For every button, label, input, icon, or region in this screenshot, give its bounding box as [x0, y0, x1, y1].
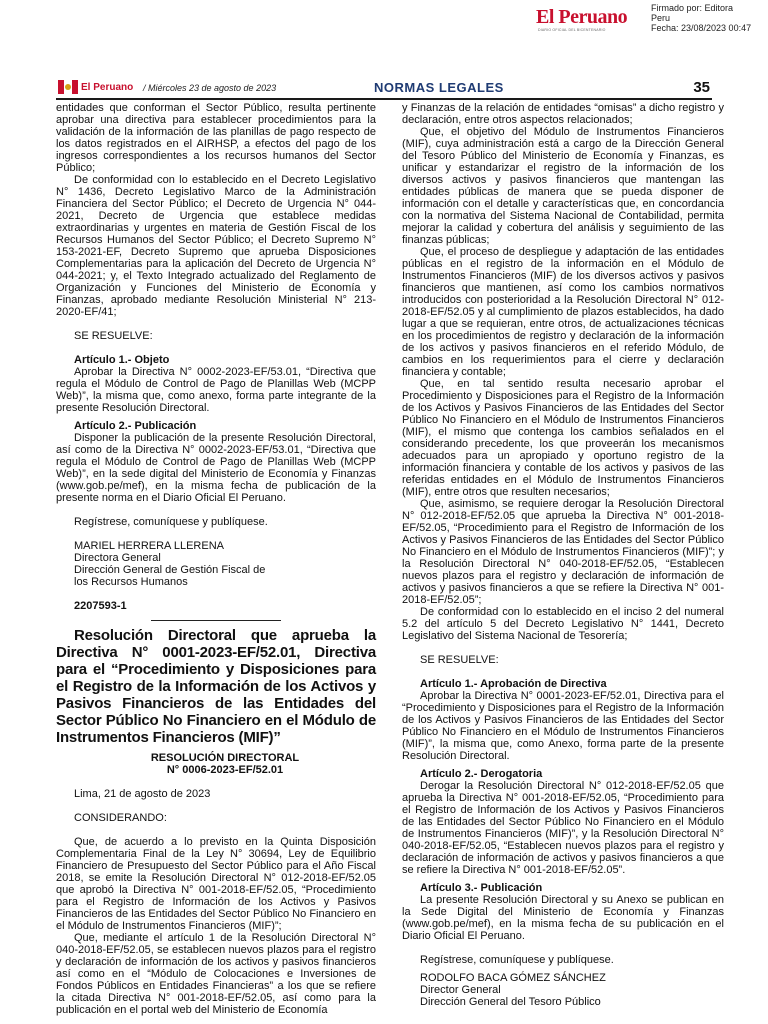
right-article-1-title-text: Artículo 1.- Aprobación de Directiva: [420, 678, 607, 690]
rd-label: RESOLUCIÓN DIRECTORAL: [150, 752, 300, 764]
right-paragraph-4: Que, en tal sentido resulta necesario aprobar el Procedimiento y Disposiciones para el Registro de la Información de los Activos y Pasivos Financieros de las Entidades del Sector Público No Financiero en el Módulo de Instrumentos Financieros (MIF), el mismo que contenga los cambios señalados en el considerando precedente, los que proveerán los mecanismos adecuados para un apropiado y oportuno registro de la información financiera y contable de los activos y pasivos de las referidas entidades en el Módulo de Instrumentos Financieros (MIF), entre otros que resulten necesarios;: [402, 378, 724, 498]
right-paragraph-2: Que, el objetivo del Módulo de Instrumentos Financieros (MIF), cuya administración está a cargo de la Dirección General del Tesoro Público del Ministerio de Economía y Finanzas, es unificar y estandarizar el registro de la información de los diversos activos y pasivos financieros que mantengan las entidades públicas de manera que se pueda disponer de información con el detalle y características que, en concordancia con la normativa del Sistema Nacional de Contabilidad, permita mejorar la calidad y cobertura del análisis y seguimiento de las finanzas públicas;: [402, 126, 724, 246]
se-resuelve-right: SE RESUELVE:: [420, 654, 499, 666]
peru-coat-of-arms-icon: [58, 80, 78, 94]
right-paragraph-3: Que, el proceso de despliegue y adaptación de las entidades públicas en el registro de la información en el Módulo de Instrumentos Financieros (MIF) de los diversos activos y pasivos financieros que mantienen, así como los cambios normativos introducidos con posterioridad a la Resolución Directoral N° 012-2018-EF/52.05 y al cumplimiento de plazos establecidos, ha dado lugar a que se requieran, entre otros, de actualizaciones técnicas en los procedimientos de registro y declaración de la información de los activos y pasivos financieros en el referido Módulo, de cambios en los requerimientos para el cierre y declaración financiera y contable;: [402, 246, 724, 378]
right-article-1-text: Aprobar la Directiva N° 0001-2023-EF/52.01, Directiva para el “Procedimiento y Disposiciones para el Registro de la Información de los Activos y Pasivos Financieros de las Entidades del Sector Público No Financiero en el Módulo de Instrumentos Financieros (MIF)”, la misma que, como Anexo, forma parte de la presente Resolución Directoral.: [402, 690, 724, 762]
right-paragraph-5: Que, asimismo, se requiere derogar la Resolución Directoral N° 012-2018-EF/52.05 que aprueba la Directiva N° 001-2018-EF/52.05, “Procedimiento para el Registro de Información de los Activos y Pasivos Financieros de las Entidades del Sector Público No Financiero en el Módulo de Instrumentos Financieros (MIF)”; y la Resolución Directoral N° 040-2018-EF/52.05, “Establecen nuevos plazos para el registro y declaración de información de activos y pasivos financieros a que se refiere la Directiva N° 001-2018-EF/52.05”;: [402, 498, 724, 606]
resolution-title: Resolución Directoral que aprueba la Directiva N° 0001-2023-EF/52.01, Directiva para el “Procedimiento y Disposiciones para el Registro de la Información de los Activos y Pasivos Financieros de las Entidades del Sector Público No Financiero en el Módulo de Instrumentos Financieros (MIF)”: [56, 627, 376, 746]
digital-signature: [651, 3, 751, 33]
right-paragraph-6: De conformidad con lo establecido en el inciso 2 del numeral 5.2 del artículo 5 del Decreto Legislativo N° 1441, Decreto Legislativo del Sistema Nacional de Tesorería;: [402, 606, 724, 642]
registrese-right: Regístrese, comuníquese y publíquese.: [420, 954, 614, 966]
signatory-org-1: Dirección General de Gestión Fiscal de: [74, 564, 266, 576]
right-article-3-text: La presente Resolución Directoral y su Anexo se publican en la Sede Digital del Ministerio de Economía y Finanzas (www.gob.pe/mef), en la misma fecha de su publicación en el Diario Oficial El Peruano.: [402, 894, 724, 942]
right-article-1-title: [402, 678, 724, 690]
page-header: [56, 78, 712, 100]
rd-number: N° 0006-2023-EF/52.01: [166, 764, 284, 776]
signatory-role: Directora General: [74, 552, 161, 564]
header-brand: El Peruano: [81, 82, 134, 93]
el-peruano-logo: [536, 6, 644, 32]
signature-line-3: Fecha: 23/08/2023 00:47: [651, 23, 752, 33]
article-2-title-text: Artículo 2.- Publicación: [74, 420, 197, 432]
header-date: / Miércoles 23 de agosto de 2023: [143, 83, 277, 93]
right-article-2-text: Derogar la Resolución Directoral N° 012-2018-EF/52.05 que aprueba la Directiva N° 001-2018-EF/52.05, “Procedimiento para el Registro de Información de los Activos y Pasivos Financieros de las Entidades del Sector Público No Financiero en el Módulo de Instrumentos Financieros (MIF)”, y la Resolución Directoral N° 040-2018-EF/52.05, “Establecen nuevos plazos para el registro y declaración de información de activos y pasivos financieros a que se refiere la Directiva N° 001-2018-EF/52.05”.: [402, 780, 724, 876]
header-section: NORMAS LEGALES: [374, 80, 504, 95]
separator-rule: [151, 620, 281, 621]
logo-text: El Peruano: [536, 6, 628, 28]
considerando: CONSIDERANDO:: [74, 812, 167, 824]
right-paragraph-1: y Finanzas de la relación de entidades “omisas” a dicho registro y declaración, entre otros aspectos relacionados;: [402, 102, 724, 126]
signatory-org-2: los Recursos Humanos: [74, 576, 188, 588]
page-number: 35: [693, 79, 710, 96]
signatory-name: MARIEL HERRERA LLERENA: [74, 540, 224, 552]
right-article-2-title: [402, 768, 724, 780]
left-paragraph-2: De conformidad con lo establecido en el Decreto Legislativo N° 1436, Decreto Legislativo Marco de la Administración Financiera del Sector Público; el Decreto de Urgencia N° 044-2021, Decreto de Urgencia que establece medidas extraordinarias y urgentes en materia de Gestión Fiscal de los Recursos Humanos del Sector Público; el Decreto Supremo N° 153-2021-EF, Decreto Supremo que aprueba Disposiciones Complementarias para la aplicación del Decreto de Urgencia N° 044-2021; y, el Texto Integrado actualizado del Reglamento de Organización y Funciones del Ministerio de Economía y Finanzas, aprobado mediante Resolución Ministerial N° 213-2020-EF/41;: [56, 174, 376, 318]
considerando-2: Que, mediante el artículo 1 de la Resolución Directoral N° 040-2018-EF/52.05, se establecen nuevos plazos para el registro y declaración de información de los activos y pasivos financieros así como en el “Módulo de Colocaciones e Inversiones de Fondos Públicos en Entidades Financieras” a los que se refiere la citada Directiva N° 001-2018-EF/52.05, así como para la publicación en el portal web del Ministerio de Economía: [56, 932, 376, 1016]
right-signatory-name: RODOLFO BACA GÓMEZ SÁNCHEZ: [420, 972, 606, 984]
registrese: Regístrese, comuníquese y publíquese.: [74, 516, 268, 528]
right-article-2-title-text: Artículo 2.- Derogatoria: [420, 768, 543, 780]
article-2-text: Disponer la publicación de la presente Resolución Directoral, así como de la Directiva N° 0002-2023-EF/53.01, “Directiva que regula el Módulo de Control de Pago de Planillas Web (MCPP Web)”, en la sede digital del Ministerio de Economía y Finanzas (www.gob.pe/mef), en la misma fecha de publicación de la presente norma en el Diario Oficial El Peruano.: [56, 432, 376, 504]
document-code: [56, 600, 376, 612]
logo-subtitle: DIARIO OFICIAL DEL BICENTENARIO: [538, 28, 606, 32]
considerando-1: Que, de acuerdo a lo previsto en la Quinta Disposición Complementaria Final de la Ley N° 30694, Ley de Equilibrio Financiero de Presupuesto del Sector Público para el Año Fiscal 2018, se emite la Resolución Directoral N° 012-2018-EF/52.05 que aprobó la Directiva N° 001-2018-EF/52.05, “Procedimiento para el Registro de Información de los Activos y Pasivos Financieros de las Entidades del Sector Público No Financiero en el Módulo de Instrumentos Financieros (MIF)”;: [56, 836, 376, 932]
left-paragraph-1: entidades que conforman el Sector Público, resulta pertinente aprobar una directiva para establecer procedimientos para la validación de la información de las planillas de pago respecto de los datos registrados en el AIRHSP, a efectos del pago de los ingresos correspondientes a los recursos humanos del Sector Público;: [56, 102, 376, 174]
article-1-title: [56, 354, 376, 366]
signature-line-2: Peru: [651, 13, 671, 23]
left-column: [56, 102, 376, 1016]
article-1-title-text: Artículo 1.- Objeto: [74, 354, 170, 366]
signature-line-1: Firmado por: Editora: [651, 3, 734, 13]
right-signatory-org: Dirección General del Tesoro Público: [420, 996, 601, 1008]
document-code-text: 2207593-1: [74, 600, 127, 612]
right-column: [402, 102, 724, 1008]
se-resuelve: SE RESUELVE:: [74, 330, 153, 342]
place-date: Lima, 21 de agosto de 2023: [74, 788, 211, 800]
right-article-3-title-text: Artículo 3.- Publicación: [420, 882, 543, 894]
right-article-3-title: [402, 882, 724, 894]
article-1-text: Aprobar la Directiva N° 0002-2023-EF/53.01, “Directiva que regula el Módulo de Control de Pago de Planillas Web (MCPP Web)”, la misma que, como anexo, forma parte integrante de la presente Resolución Directoral.: [56, 366, 376, 414]
article-2-title: [56, 420, 376, 432]
right-signatory-role: Director General: [420, 984, 501, 996]
